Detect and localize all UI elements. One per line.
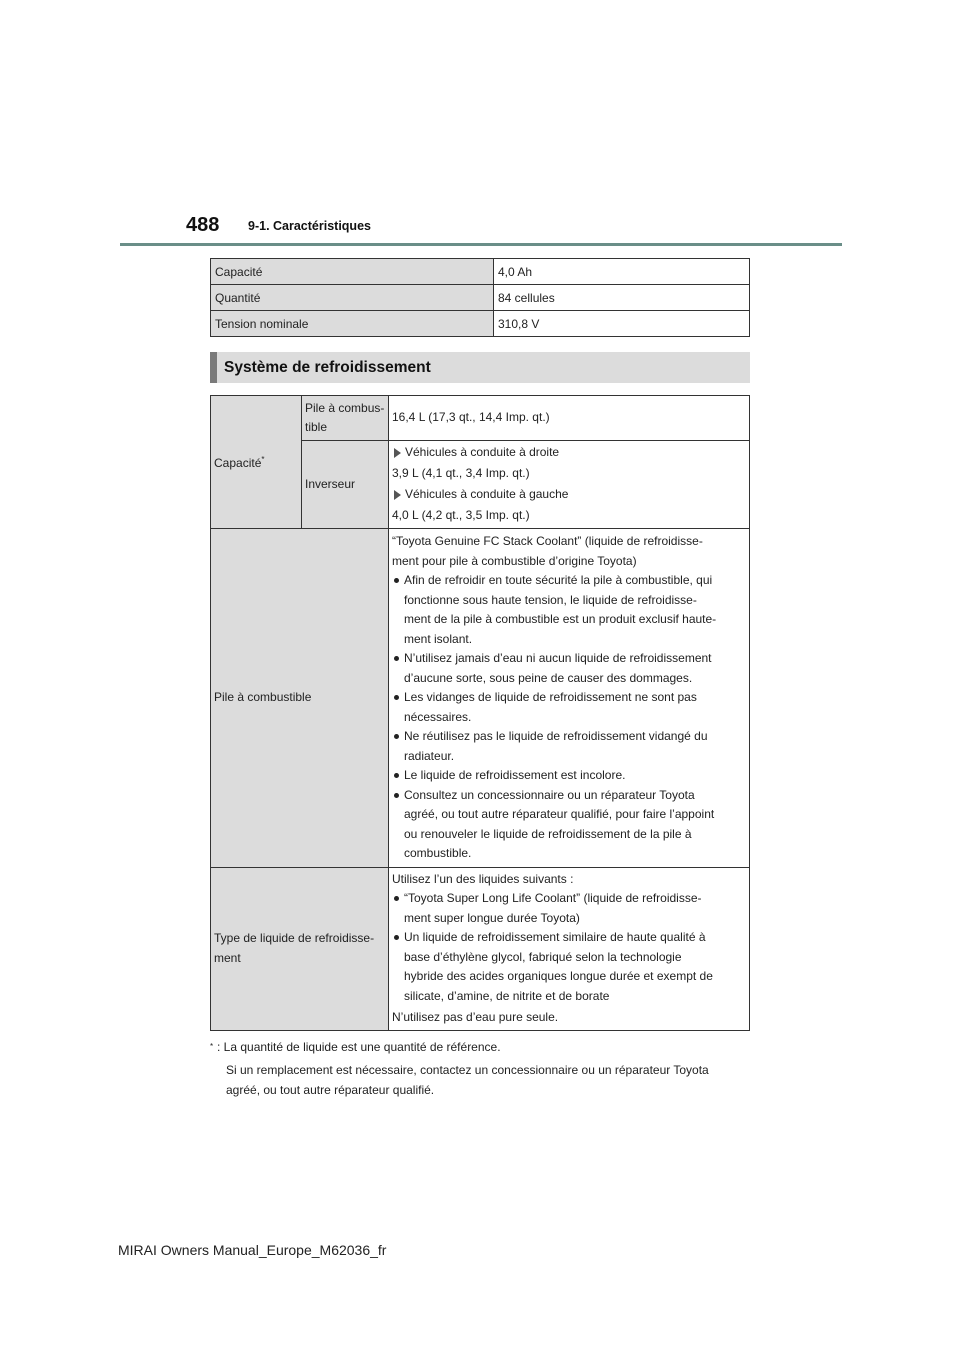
bullet-line: ment de la pile à combustible est un produit exclusif haute- [404, 612, 717, 626]
spec-value: 4,0 Ah [494, 259, 750, 285]
coolant-type-list [392, 889, 746, 1006]
bullet-line: ment super longue durée Toyota) [404, 910, 580, 925]
coolant-type-label-line: ment [214, 950, 241, 965]
bullet-line: radiateur. [404, 748, 455, 763]
bullet-line: Consultez un concessionnaire ou un réparateur Toyota [404, 787, 695, 802]
bullet-line: combustible. [404, 846, 472, 860]
capacity-label-cell [211, 396, 302, 529]
bullet-line: fonctionne sous haute tension, le liquide de refroidisse- [404, 592, 697, 607]
fuel-cell-capacity-value: 16,4 L (17,3 qt., 14,4 Imp. qt.) [389, 396, 750, 441]
coolant-type-cell [389, 867, 750, 1030]
bullet-line: agréé, ou tout autre réparateur qualifié, pour faire l’appoint [404, 807, 715, 821]
spec-value: 84 cellules [494, 285, 750, 311]
fuel-cell-notes-list [392, 571, 746, 864]
bullet-line: ment isolant. [404, 631, 473, 646]
bullet-line: N’utilisez jamais d’eau ni aucun liquide de refroidissement [404, 651, 712, 665]
cooling-heading-text: Système de refroidissement [224, 358, 431, 376]
list-item [392, 649, 746, 688]
bullet-line: Ne réutilisez pas le liquide de refroidissement vidangé du [404, 729, 708, 743]
lhd-value: 4,0 L (4,2 qt., 3,5 Imp. qt.) [392, 508, 530, 522]
bullet-line: “Toyota Super Long Life Coolant” (liquide de refroidisse- [404, 891, 702, 905]
section-title: 9-1. Caractéristiques [248, 219, 371, 233]
footnote-asterisk: * [210, 1042, 214, 1051]
bullet-line: Les vidanges de liquide de refroidissement ne sont pas [404, 690, 697, 704]
rhd-heading [392, 442, 746, 463]
bullet-line: Afin de refroidir en toute sécurité la pile à combustible, qui [404, 573, 713, 587]
page-number: 488 [186, 214, 220, 236]
bullet-line: d’aucune sorte, sous peine de causer des dommages. [404, 670, 693, 685]
footnote-line: : La quantité de liquide est une quantité de référence. [217, 1040, 501, 1054]
heading-accent-bar [210, 352, 217, 383]
fuel-cell-intro-line: “Toyota Genuine FC Stack Coolant” (liquide de refroidisse- [392, 534, 703, 548]
cooling-section-heading [210, 352, 750, 383]
inverter-label: Inverseur [302, 441, 389, 529]
bullet-line: silicate, d’amine, de nitrite et de borate [404, 988, 610, 1003]
fuel-cell-coolant-cell [389, 529, 750, 868]
list-item [392, 571, 746, 649]
table-row [211, 867, 750, 1030]
coolant-type-note: N’utilisez pas d’eau pure seule. [392, 1010, 559, 1024]
coolant-type-intro: Utilisez l’un des liquides suivants : [392, 871, 574, 886]
list-item [392, 928, 746, 1006]
lhd-heading [392, 484, 746, 505]
table-row [211, 285, 750, 311]
bullet-line: Un liquide de refroidissement similaire de haute qualité à [404, 930, 706, 944]
spec-label: Capacité [211, 259, 494, 285]
fuel-cell-subcategory [302, 396, 389, 441]
table-row [211, 529, 750, 868]
fuel-cell-sub-line: Pile à combus- [305, 400, 385, 415]
rhd-value: 3,9 L (4,1 qt., 3,4 Imp. qt.) [392, 466, 530, 480]
bullet-line: ou renouveler le liquide de refroidissement de la pile à [404, 826, 692, 841]
battery-spec-table [210, 258, 750, 337]
list-item [392, 688, 746, 727]
page-footer: MIRAI Owners Manual_Europe_M62036_fr [118, 1242, 387, 1258]
list-item [392, 766, 746, 786]
inverter-capacity-cell [389, 441, 750, 529]
list-item [392, 786, 746, 864]
coolant-type-label-line: Type de liquide de refroidisse- [214, 931, 375, 945]
capacity-label: Capacité [214, 456, 262, 471]
footnote [210, 1037, 755, 1100]
footnote-row [210, 1037, 755, 1060]
list-item [392, 727, 746, 766]
table-row [211, 259, 750, 285]
lhd-heading-text: Véhicules à conduite à gauche [405, 487, 569, 501]
rhd-heading-text: Véhicules à conduite à droite [405, 445, 560, 459]
spec-label: Quantité [211, 285, 494, 311]
cooling-spec-table [210, 395, 750, 1031]
coolant-type-label [211, 867, 389, 1030]
spec-value: 310,8 V [494, 311, 750, 337]
bullet-line: hybride des acides organiques longue durée et exempt de [404, 969, 713, 983]
bullet-line: Le liquide de refroidissement est incolore. [404, 768, 626, 782]
footnote-line: agréé, ou tout autre réparateur qualifié. [226, 1083, 435, 1097]
bullet-line: base d’éthylène glycol, fabriqué selon la technologie [404, 949, 682, 964]
capacity-footnote-mark: * [261, 455, 265, 465]
list-item [392, 889, 746, 928]
footnote-line: Si un remplacement est nécessaire, contactez un concessionnaire ou un réparateur Toyota [226, 1063, 709, 1077]
spec-label: Tension nominale [211, 311, 494, 337]
fuel-cell-intro-line: ment pour pile à combustible d’origine Toyota) [392, 553, 637, 568]
table-row [211, 396, 750, 441]
arrow-right-icon [394, 448, 401, 458]
table-row [211, 311, 750, 337]
header-rule [120, 243, 842, 246]
fuel-cell-sub-line: tible [305, 420, 328, 434]
bullet-line: nécessaires. [404, 709, 472, 724]
arrow-right-icon [394, 490, 401, 500]
fuel-cell-label: Pile à combustible [211, 529, 389, 868]
